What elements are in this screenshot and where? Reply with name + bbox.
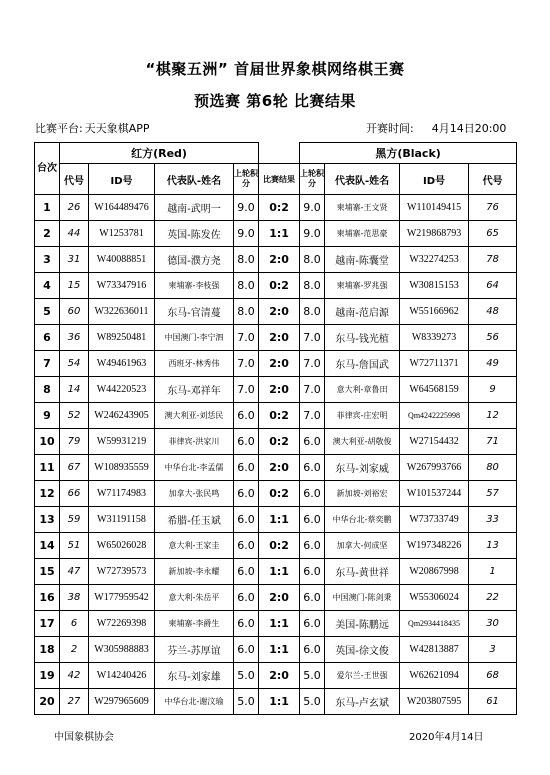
red-id-cell: W177959542 (89, 585, 155, 611)
red-score-cell: 7.0 (234, 325, 259, 351)
black-code-cell: 22 (469, 585, 517, 611)
black-score-cell: 7.0 (300, 351, 325, 377)
header-round: 台次 (35, 143, 60, 195)
black-team-cell: 东马-钱光植 (325, 325, 400, 351)
black-team-cell: 柬埔寨-罗兆强 (325, 273, 400, 299)
red-score-cell: 6.0 (234, 429, 259, 455)
header-black-team: 代表队-姓名 (325, 164, 400, 195)
header-black-side: 黑方(Black) (300, 143, 517, 164)
table-row (35, 559, 517, 585)
result-cell: 0:2 (259, 273, 300, 299)
black-id-cell: W110149415 (400, 195, 469, 221)
page-title: “棋聚五洲” 首届世界象棋网络棋王赛 (145, 60, 405, 78)
red-score-cell: 6.0 (234, 611, 259, 637)
result-cell: 0:2 (259, 195, 300, 221)
black-id-cell: W55306024 (400, 585, 469, 611)
round-cell: 10 (35, 429, 60, 455)
black-code-cell: 30 (469, 611, 517, 637)
black-team-cell: 东马-黄世祥 (325, 559, 400, 585)
result-cell: 1:1 (259, 611, 300, 637)
red-team-cell: 柬埔寨-李爵生 (155, 611, 234, 637)
result-cell: 1:1 (259, 221, 300, 247)
round-cell: 5 (35, 299, 60, 325)
black-code-cell: 57 (469, 481, 517, 507)
black-id-cell: W203807595 (400, 689, 469, 715)
round-cell: 13 (35, 507, 60, 533)
header-red-team: 代表队-姓名 (155, 164, 234, 195)
table-row (35, 273, 517, 299)
red-score-cell: 9.0 (234, 221, 259, 247)
platform-info (35, 120, 150, 136)
black-team-cell: 东马-卢玄斌 (325, 689, 400, 715)
result-cell: 2:0 (259, 663, 300, 689)
red-team-cell: 英国-陈发佐 (155, 221, 234, 247)
platform-value: 天天象棋APP (84, 122, 150, 135)
red-code-cell: 52 (60, 403, 89, 429)
red-team-cell: 芬兰-苏厚谊 (155, 637, 234, 663)
black-id-cell: W101537244 (400, 481, 469, 507)
red-code-cell: 26 (60, 195, 89, 221)
round-cell: 17 (35, 611, 60, 637)
black-team-cell: 新加坡-刘裕宏 (325, 481, 400, 507)
red-code-cell: 60 (60, 299, 89, 325)
red-code-cell: 79 (60, 429, 89, 455)
black-team-cell: 澳大利亚-胡敬俊 (325, 429, 400, 455)
red-team-cell: 中国澳门-李宁泗 (155, 325, 234, 351)
red-id-cell: W108935559 (89, 455, 155, 481)
red-score-cell: 8.0 (234, 273, 259, 299)
red-id-cell: W164489476 (89, 195, 155, 221)
black-id-cell: W64568159 (400, 377, 469, 403)
red-score-cell: 6.0 (234, 559, 259, 585)
black-score-cell: 6.0 (300, 455, 325, 481)
red-id-cell: W40088851 (89, 247, 155, 273)
result-cell: 0:2 (259, 403, 300, 429)
red-id-cell: W305988883 (89, 637, 155, 663)
red-score-cell: 7.0 (234, 377, 259, 403)
red-code-cell: 54 (60, 351, 89, 377)
red-team-cell: 德国-濮方尧 (155, 247, 234, 273)
black-code-cell: 64 (469, 273, 517, 299)
black-code-cell: 56 (469, 325, 517, 351)
result-cell: 1:1 (259, 637, 300, 663)
result-cell: 0:2 (259, 429, 300, 455)
black-id-cell: Qm4242225998 (400, 403, 469, 429)
black-code-cell: 1 (469, 559, 517, 585)
red-code-cell: 27 (60, 689, 89, 715)
header-red-id: ID号 (89, 164, 155, 195)
black-score-cell: 9.0 (300, 221, 325, 247)
round-cell: 20 (35, 689, 60, 715)
round-cell: 1 (35, 195, 60, 221)
black-code-cell: 71 (469, 429, 517, 455)
red-score-cell: 5.0 (234, 663, 259, 689)
red-id-cell: W89250481 (89, 325, 155, 351)
black-id-cell: W27154432 (400, 429, 469, 455)
red-id-cell: W72269398 (89, 611, 155, 637)
red-id-cell: W44220523 (89, 377, 155, 403)
red-team-cell: 东马-刘家雄 (155, 663, 234, 689)
start-time-info (366, 120, 506, 136)
black-team-cell: 柬埔寨-王文贤 (325, 195, 400, 221)
round-cell: 7 (35, 351, 60, 377)
red-score-cell: 6.0 (234, 481, 259, 507)
black-team-cell: 东马-刘家威 (325, 455, 400, 481)
black-id-cell: W197348226 (400, 533, 469, 559)
red-team-cell: 菲律宾-洪家川 (155, 429, 234, 455)
result-cell: 2:0 (259, 325, 300, 351)
result-cell: 1:1 (259, 689, 300, 715)
round-cell: 6 (35, 325, 60, 351)
red-code-cell: 15 (60, 273, 89, 299)
red-code-cell: 14 (60, 377, 89, 403)
black-team-cell: 美国-陈鹏远 (325, 611, 400, 637)
result-cell: 2:0 (259, 351, 300, 377)
table-row (35, 455, 517, 481)
red-team-cell: 澳大利亚-刘恁民 (155, 403, 234, 429)
red-team-cell: 西班牙-林秀伟 (155, 351, 234, 377)
round-cell: 15 (35, 559, 60, 585)
red-code-cell: 31 (60, 247, 89, 273)
black-score-cell: 6.0 (300, 637, 325, 663)
black-code-cell: 13 (469, 533, 517, 559)
round-cell: 8 (35, 377, 60, 403)
black-code-cell: 9 (469, 377, 517, 403)
red-code-cell: 51 (60, 533, 89, 559)
black-team-cell: 越南-陈囊堂 (325, 247, 400, 273)
red-code-cell: 42 (60, 663, 89, 689)
round-cell: 18 (35, 637, 60, 663)
result-cell: 2:0 (259, 585, 300, 611)
black-id-cell: W72711371 (400, 351, 469, 377)
black-score-cell: 7.0 (300, 403, 325, 429)
red-team-cell: 中华台北-李孟儒 (155, 455, 234, 481)
result-cell: 2:0 (259, 247, 300, 273)
table-row (35, 299, 517, 325)
red-id-cell: W297965609 (89, 689, 155, 715)
black-code-cell: 12 (469, 403, 517, 429)
red-score-cell: 8.0 (234, 247, 259, 273)
black-team-cell: 英国-徐文俊 (325, 637, 400, 663)
table-row (35, 637, 517, 663)
red-team-cell: 越南-武明一 (155, 195, 234, 221)
black-code-cell: 65 (469, 221, 517, 247)
red-code-cell: 2 (60, 637, 89, 663)
result-cell: 2:0 (259, 299, 300, 325)
red-id-cell: W14240426 (89, 663, 155, 689)
red-id-cell: W1253781 (89, 221, 155, 247)
red-team-cell: 中华台北-谢汶瑜 (155, 689, 234, 715)
red-code-cell: 44 (60, 221, 89, 247)
time-label: 开赛时间: (366, 122, 414, 135)
red-team-cell: 加拿大-张民鸣 (155, 481, 234, 507)
black-team-cell: 爱尔兰-王世强 (325, 663, 400, 689)
red-code-cell: 59 (60, 507, 89, 533)
black-id-cell: W219868793 (400, 221, 469, 247)
red-id-cell: W49461963 (89, 351, 155, 377)
result-cell: 0:2 (259, 481, 300, 507)
black-score-cell: 8.0 (300, 273, 325, 299)
black-id-cell: Qm2934418435 (400, 611, 469, 637)
results-table (34, 142, 517, 715)
round-cell: 3 (35, 247, 60, 273)
black-score-cell: 6.0 (300, 481, 325, 507)
round-cell: 16 (35, 585, 60, 611)
header-gap (259, 143, 300, 164)
red-score-cell: 6.0 (234, 455, 259, 481)
black-id-cell: W55166962 (400, 299, 469, 325)
black-id-cell: W62621094 (400, 663, 469, 689)
red-team-cell: 新加坡-李永耀 (155, 559, 234, 585)
black-score-cell: 6.0 (300, 585, 325, 611)
black-id-cell: W73733749 (400, 507, 469, 533)
red-code-cell: 67 (60, 455, 89, 481)
red-id-cell: W31191158 (89, 507, 155, 533)
black-score-cell: 6.0 (300, 559, 325, 585)
black-code-cell: 80 (469, 455, 517, 481)
table-row (35, 663, 517, 689)
black-code-cell: 68 (469, 663, 517, 689)
table-row (35, 403, 517, 429)
result-cell: 1:1 (259, 507, 300, 533)
red-score-cell: 6.0 (234, 403, 259, 429)
platform-label: 比赛平台: (35, 122, 83, 135)
red-code-cell: 66 (60, 481, 89, 507)
black-id-cell: W8339273 (400, 325, 469, 351)
table-row (35, 325, 517, 351)
red-team-cell: 希腊-任玉斌 (155, 507, 234, 533)
table-row (35, 351, 517, 377)
red-score-cell: 6.0 (234, 533, 259, 559)
black-score-cell: 5.0 (300, 689, 325, 715)
black-id-cell: W30815153 (400, 273, 469, 299)
table-row (35, 533, 517, 559)
table-row (35, 377, 517, 403)
round-cell: 2 (35, 221, 60, 247)
red-team-cell: 意大利-朱岳平 (155, 585, 234, 611)
black-code-cell: 76 (469, 195, 517, 221)
red-score-cell: 6.0 (234, 637, 259, 663)
red-team-cell: 柬埔寨-李枝强 (155, 273, 234, 299)
red-id-cell: W72739573 (89, 559, 155, 585)
round-cell: 4 (35, 273, 60, 299)
result-cell: 0:2 (259, 533, 300, 559)
black-team-cell: 加拿大-何成坚 (325, 533, 400, 559)
issue-date: 2020年4月14日 (409, 732, 484, 743)
table-row (35, 611, 517, 637)
red-score-cell: 9.0 (234, 195, 259, 221)
black-code-cell: 78 (469, 247, 517, 273)
red-code-cell: 38 (60, 585, 89, 611)
black-score-cell: 5.0 (300, 663, 325, 689)
black-score-cell: 8.0 (300, 299, 325, 325)
red-score-cell: 5.0 (234, 689, 259, 715)
black-score-cell: 6.0 (300, 429, 325, 455)
round-cell: 9 (35, 403, 60, 429)
black-code-cell: 33 (469, 507, 517, 533)
black-score-cell: 8.0 (300, 247, 325, 273)
table-row (35, 585, 517, 611)
red-id-cell: W246243905 (89, 403, 155, 429)
table-row (35, 507, 517, 533)
header-black-code: 代号 (469, 164, 517, 195)
header-black-id: ID号 (400, 164, 469, 195)
red-id-cell: W73347916 (89, 273, 155, 299)
red-score-cell: 6.0 (234, 507, 259, 533)
result-cell: 2:0 (259, 377, 300, 403)
red-score-cell: 8.0 (234, 299, 259, 325)
black-score-cell: 6.0 (300, 533, 325, 559)
black-id-cell: W42813887 (400, 637, 469, 663)
black-team-cell: 东马-詹国武 (325, 351, 400, 377)
red-code-cell: 6 (60, 611, 89, 637)
table-row (35, 195, 517, 221)
black-team-cell: 菲律宾-庄宏明 (325, 403, 400, 429)
black-code-cell: 3 (469, 637, 517, 663)
black-code-cell: 61 (469, 689, 517, 715)
round-cell: 14 (35, 533, 60, 559)
round-cell: 19 (35, 663, 60, 689)
black-team-cell: 柬埔寨-范思豪 (325, 221, 400, 247)
result-cell: 1:1 (259, 559, 300, 585)
table-row (35, 247, 517, 273)
header-black-score: 上轮积分 (300, 164, 325, 195)
black-score-cell: 7.0 (300, 325, 325, 351)
header-red-score: 上轮积分 (234, 164, 259, 195)
black-score-cell: 6.0 (300, 507, 325, 533)
table-row (35, 689, 517, 715)
black-score-cell: 6.0 (300, 611, 325, 637)
red-code-cell: 47 (60, 559, 89, 585)
organizer: 中国象棋协会 (54, 732, 114, 743)
header-red-code: 代号 (60, 164, 89, 195)
page-subtitle: 预选赛 第6轮 比赛结果 (194, 92, 356, 110)
round-cell: 12 (35, 481, 60, 507)
red-id-cell: W65026028 (89, 533, 155, 559)
black-team-cell: 越南-范启源 (325, 299, 400, 325)
header-red-side: 红方(Red) (60, 143, 259, 164)
black-team-cell: 中华台北-蔡奕鹏 (325, 507, 400, 533)
result-cell: 2:0 (259, 455, 300, 481)
black-code-cell: 48 (469, 299, 517, 325)
table-row (35, 429, 517, 455)
red-id-cell: W71174983 (89, 481, 155, 507)
black-team-cell: 中国澳门-陈剑秉 (325, 585, 400, 611)
red-id-cell: W59931219 (89, 429, 155, 455)
table-row (35, 481, 517, 507)
red-team-cell: 东马-官清蔓 (155, 299, 234, 325)
black-id-cell: W32274253 (400, 247, 469, 273)
red-team-cell: 意大利-王家圭 (155, 533, 234, 559)
black-score-cell: 9.0 (300, 195, 325, 221)
black-score-cell: 7.0 (300, 377, 325, 403)
red-score-cell: 7.0 (234, 351, 259, 377)
black-id-cell: W20867998 (400, 559, 469, 585)
header-result: 比赛结果 (259, 164, 300, 195)
black-code-cell: 49 (469, 351, 517, 377)
table-row (35, 221, 517, 247)
red-id-cell: W322636011 (89, 299, 155, 325)
red-team-cell: 东马-邓祥年 (155, 377, 234, 403)
time-value: 4月14日20:00 (431, 122, 507, 135)
round-cell: 11 (35, 455, 60, 481)
black-team-cell: 意大利-章鲁田 (325, 377, 400, 403)
red-score-cell: 6.0 (234, 585, 259, 611)
black-id-cell: W267993766 (400, 455, 469, 481)
red-code-cell: 36 (60, 325, 89, 351)
